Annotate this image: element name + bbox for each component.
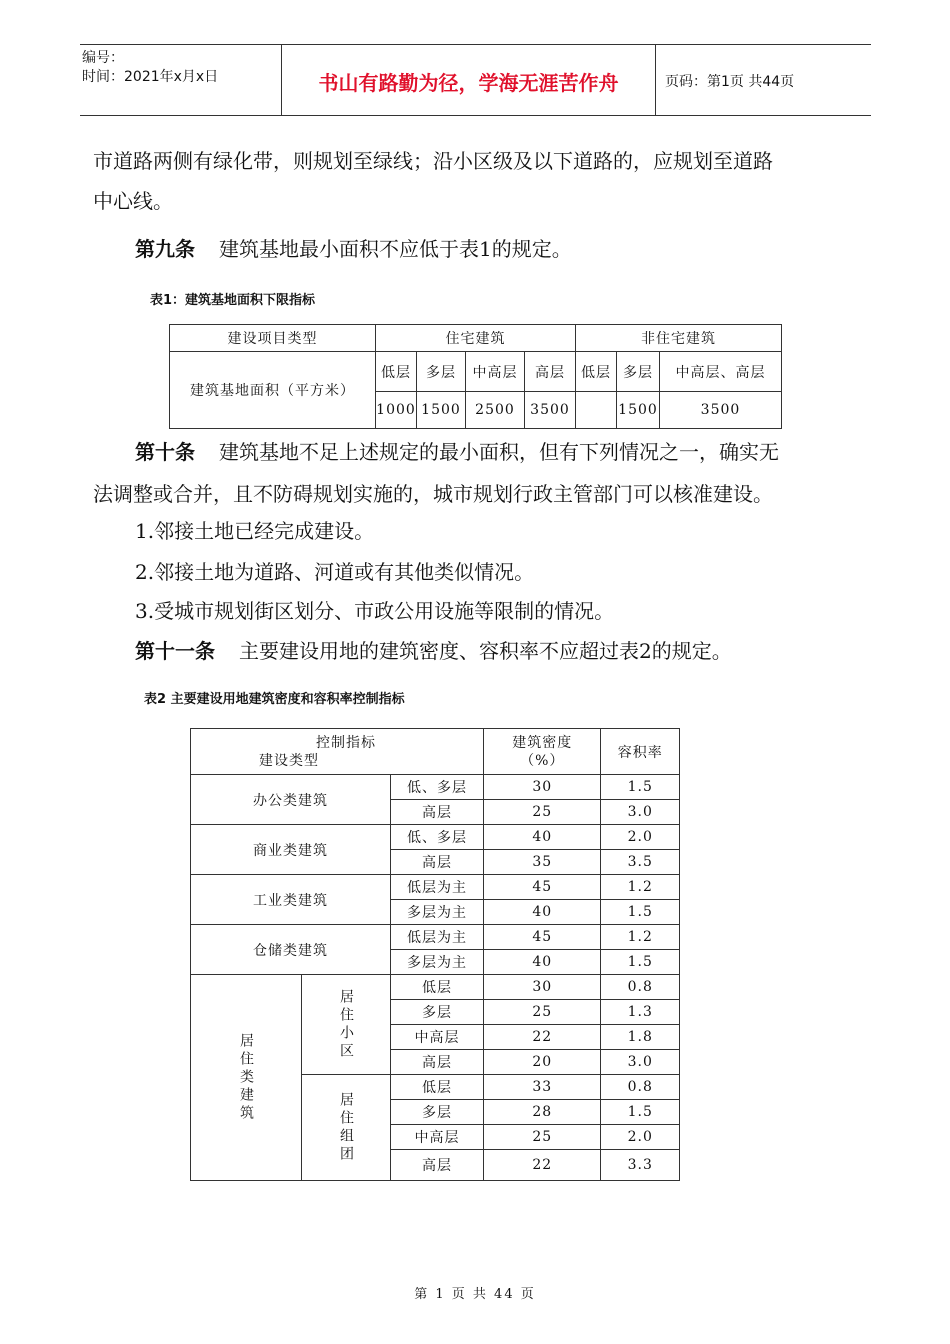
table-cell: 3500 [525, 392, 576, 429]
article-10 [135, 438, 779, 466]
table-cell: 3500 [660, 392, 782, 429]
table-category: 工业类建筑 [191, 875, 391, 925]
table-subheader: 低层 [376, 352, 417, 392]
table-cell: 25 [484, 1125, 601, 1150]
table-cell: 1500 [417, 392, 466, 429]
table-cell: 45 [484, 875, 601, 900]
table-header: 容积率 [601, 729, 680, 775]
table-caption: 表2 主要建设用地建筑密度和容积率控制指标 [144, 692, 405, 707]
header-page-number: 页码：第1页 共44页 [665, 74, 795, 90]
table-cell: 25 [484, 800, 601, 825]
table-cell: 22 [484, 1025, 601, 1050]
table-cell: 1.5 [601, 775, 680, 800]
header-divider [655, 45, 656, 115]
table-cell: 22 [484, 1150, 601, 1181]
table-cell: 1.8 [601, 1025, 680, 1050]
table-cell: 20 [484, 1050, 601, 1075]
table-row-label: 建筑基地面积（平方米） [170, 352, 376, 429]
table-cell: 高层 [391, 1050, 484, 1075]
table-cell: 1.5 [601, 950, 680, 975]
table-cell: 3.3 [601, 1150, 680, 1181]
table-header: 住宅建筑 [376, 325, 576, 352]
table-cell [576, 392, 617, 429]
table-cell: 3.0 [601, 1050, 680, 1075]
table-cell: 高层 [391, 1150, 484, 1181]
table-cell: 45 [484, 925, 601, 950]
table-cell: 1.2 [601, 925, 680, 950]
table-cell: 1500 [617, 392, 660, 429]
article-text: 建筑基地不足上述规定的最小面积，但有下列情况之一，确实无 [219, 440, 779, 464]
article-title: 第十一条 [135, 639, 215, 663]
table-subcategory: 居住组团 [302, 1075, 391, 1181]
table-subheader: 高层 [525, 352, 576, 392]
table-cell: 1.2 [601, 875, 680, 900]
table-cell: 多层 [391, 1100, 484, 1125]
table-cell: 0.8 [601, 975, 680, 1000]
table-subcategory: 居住小区 [302, 975, 391, 1075]
table-subheader: 中高层 [466, 352, 525, 392]
table-header: 建设类型 [259, 752, 319, 769]
table-header: 建筑密度（%） [484, 729, 601, 775]
table-cell: 1000 [376, 392, 417, 429]
table-cell: 40 [484, 825, 601, 850]
table-cell: 3.5 [601, 850, 680, 875]
document-number: 编号： [82, 50, 124, 66]
table-category: 商业类建筑 [191, 825, 391, 875]
article-title: 第九条 [135, 237, 195, 261]
table-category: 仓储类建筑 [191, 925, 391, 975]
table-cell: 低、多层 [391, 825, 484, 850]
table-cell: 低层为主 [391, 925, 484, 950]
table-cell: 25 [484, 1000, 601, 1025]
table-cell: 2.0 [601, 825, 680, 850]
table-cell: 33 [484, 1075, 601, 1100]
table-cell: 中高层 [391, 1025, 484, 1050]
table-cell: 低层 [391, 975, 484, 1000]
table-subheader: 中高层、高层 [660, 352, 782, 392]
page-footer: 第 1 页 共 44 页 [414, 1287, 536, 1302]
table-category: 居住类建筑 [191, 975, 302, 1181]
paragraph-line: 中心线。 [93, 189, 173, 213]
table-cell: 低层为主 [391, 875, 484, 900]
table-cell: 低层 [391, 1075, 484, 1100]
table-cell: 1.5 [601, 900, 680, 925]
table-cell: 2.0 [601, 1125, 680, 1150]
table-cell: 多层为主 [391, 900, 484, 925]
table-density-far [190, 728, 680, 1181]
table-cell: 1.3 [601, 1000, 680, 1025]
article-text: 主要建设用地的建筑密度、容积率不应超过表2的规定。 [239, 639, 732, 663]
table-subheader: 多层 [417, 352, 466, 392]
table-cell: 35 [484, 850, 601, 875]
table-category: 办公类建筑 [191, 775, 391, 825]
table-caption: 表1：建筑基地面积下限指标 [150, 293, 316, 308]
table-subheader: 低层 [576, 352, 617, 392]
article-11 [135, 637, 732, 665]
list-item: 3.受城市规划街区划分、市政公用设施等限制的情况。 [135, 599, 615, 623]
table-cell: 3.0 [601, 800, 680, 825]
table-header: 建设项目类型 [170, 325, 376, 352]
table-cell: 1.5 [601, 1100, 680, 1125]
table-cell: 30 [484, 975, 601, 1000]
list-item: 2.邻接土地为道路、河道或有其他类似情况。 [135, 560, 535, 584]
table-header: 非住宅建筑 [576, 325, 782, 352]
table-cell: 中高层 [391, 1125, 484, 1150]
table-cell: 0.8 [601, 1075, 680, 1100]
header-meta [80, 45, 280, 115]
table-cell: 30 [484, 775, 601, 800]
article-text: 建筑基地最小面积不应低于表1的规定。 [219, 237, 572, 261]
table-cell: 2500 [466, 392, 525, 429]
article-9 [135, 235, 572, 263]
article-title: 第十条 [135, 440, 195, 464]
paragraph-line: 市道路两侧有绿化带，则规划至绿线；沿小区级及以下道路的，应规划至道路 [93, 149, 773, 173]
header-motto: 书山有路勤为径，学海无涯苦作舟 [318, 71, 619, 95]
table-building-base-area [169, 324, 782, 429]
page-header [80, 44, 871, 116]
list-item: 1.邻接土地已经完成建设。 [135, 519, 375, 543]
table-header-corner [191, 729, 484, 775]
table-cell: 高层 [391, 850, 484, 875]
document-time: 时间：2021年x月x日 [82, 69, 219, 85]
table-cell: 40 [484, 950, 601, 975]
paragraph-line: 法调整或合并，且不防碍规划实施的，城市规划行政主管部门可以核准建设。 [93, 482, 773, 506]
table-header: 控制指标 [316, 734, 376, 751]
table-cell: 40 [484, 900, 601, 925]
table-cell: 低、多层 [391, 775, 484, 800]
table-cell: 多层 [391, 1000, 484, 1025]
table-cell: 28 [484, 1100, 601, 1125]
table-cell: 多层为主 [391, 950, 484, 975]
table-cell: 高层 [391, 800, 484, 825]
table-subheader: 多层 [617, 352, 660, 392]
